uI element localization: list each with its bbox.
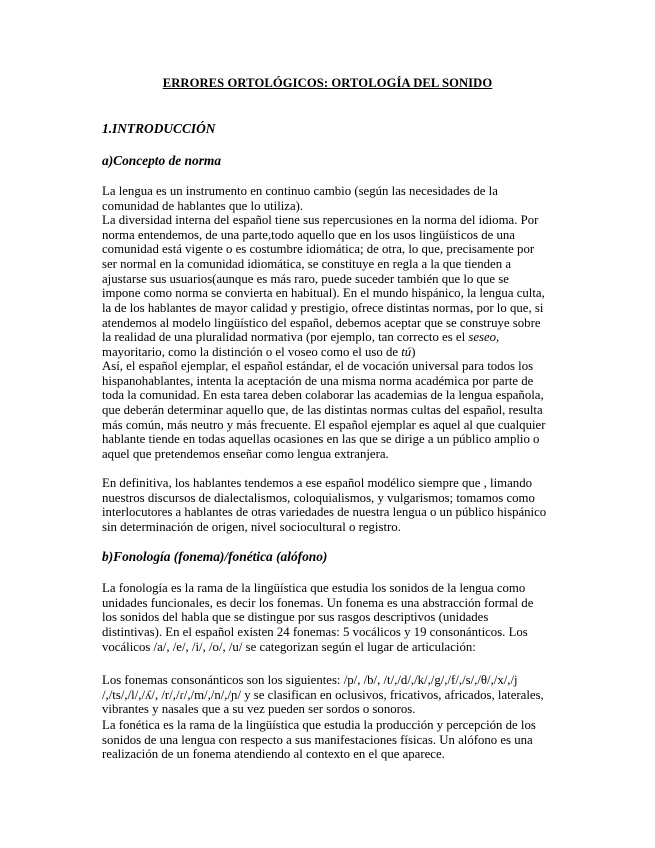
paragraph-lengua-instrumento: La lengua es un instrumento en continuo cambio (según las necesidades de la comunidad de hablantes que lo utiliza). xyxy=(102,184,498,213)
heading-introduccion: 1.INTRODUCCIÓN xyxy=(102,121,216,136)
paragraph-fonetica: La fonética es la rama de la lingüística que estudia la producción y percepción de los sonidos de una lengua con respecto a sus manifestaciones físicas. Un alófono es una realización de un fonema atendiendo al contexto en el que aparece. xyxy=(102,718,536,762)
heading-concepto-de-norma: a)Concepto de norma xyxy=(102,153,222,168)
term-tu: tú xyxy=(401,344,412,359)
heading-fonologia-fonetica: b)Fonología (fonema)/fonética (alófono) xyxy=(102,549,328,564)
term-seseo: seseo, xyxy=(468,330,500,345)
paragraph-fonemas-consonanticos: Los fonemas consonánticos son los siguientes: /p/, /b/, /t/,/d/,/k/,/g/,/f/,/s/,/θ/,/x/,/j /,/ts/,/l/,/ʎ/, /r/,/ɾ/,/m/,/n/,/ɲ/ y se clasifican en oclusivos, fricativos, africados, laterales, vibrantes y nasales que a su vez pueden ser sordos o sonoros. xyxy=(102,673,544,717)
document-title: ERRORES ORTOLÓGICOS: ORTOLOGÍA DEL SONIDO xyxy=(162,76,493,90)
paragraph-fonologia: La fonología es la rama de la lingüística que estudia los sonidos de la lengua como unidades funcionales, es decir los fonemas. Un fonema es una abstracción formal de los sonidos del habla que se distingue por sus rasgos descriptivos (unidades distintivas). En el español existen 24 fonemas: 5 vocálicos y 19 consonánticos. Los vocálicos /a/, /e/, /i/, /o/, /u/ se categorizan según el lugar de articulación: xyxy=(102,581,534,654)
paragraph-diversidad-end: ) xyxy=(411,344,416,359)
paragraph-en-definitiva: En definitiva, los hablantes tendemos a ese español modélico siempre que , limando nuestros discursos de dialectalismos, coloquialismos, y vulgarismos; tomamos como interlocutores a hablantes de otras variedades de nuestra lengua o un público hispánico sin determinación de origen, nivel sociocultural o registro. xyxy=(102,476,547,534)
paragraph-espanol-ejemplar: Así, el español ejemplar, el español estándar, el de vocación universal para todos los hispanohablantes, intenta la aceptación de una misma norma académica por parte de toda la comunidad. En esta tarea deben colaborar las academias de la lengua española, que deberán determinar aquello que, de las distintas normas cultas del español, resulta más común, más neutro y más frecuente. El español ejemplar es aquel al que cualquier hablante tiende en todas aquellas ocasiones en las que se dirige a un público amplio o aquel que pretendemos enseñar como lengua extranjera. xyxy=(102,359,546,461)
paragraph-diversidad-mid: mayoritario, como la distinción o el voseo como el uso de xyxy=(102,344,402,359)
paragraph-diversidad-norma xyxy=(102,213,549,360)
paragraph-diversidad-text: La diversidad interna del español tiene sus repercusiones en la norma del idioma. Por norma entendemos, de una parte,todo aquello que en los usos lingüísticos de una comunidad está vigente o es costumbre idiomática; de otra, lo que, precisamente por ser normal en la comunidad idiomática, se constituye en regla a la que tienden a ajustarse sus usuarios(aunque es más raro, puede suceder también que lo que se impone como norma se convierta en habitual). En el mundo hispánico, la lengua culta, la de los hablantes de mayor calidad y prestigio, ofrece distintas normas, por lo que, si atendemos al modelo lingüístico del español, debemos aceptar que se construye sobre la realidad de una pluralidad normativa (por ejemplo, tan correcto es el xyxy=(102,213,545,345)
